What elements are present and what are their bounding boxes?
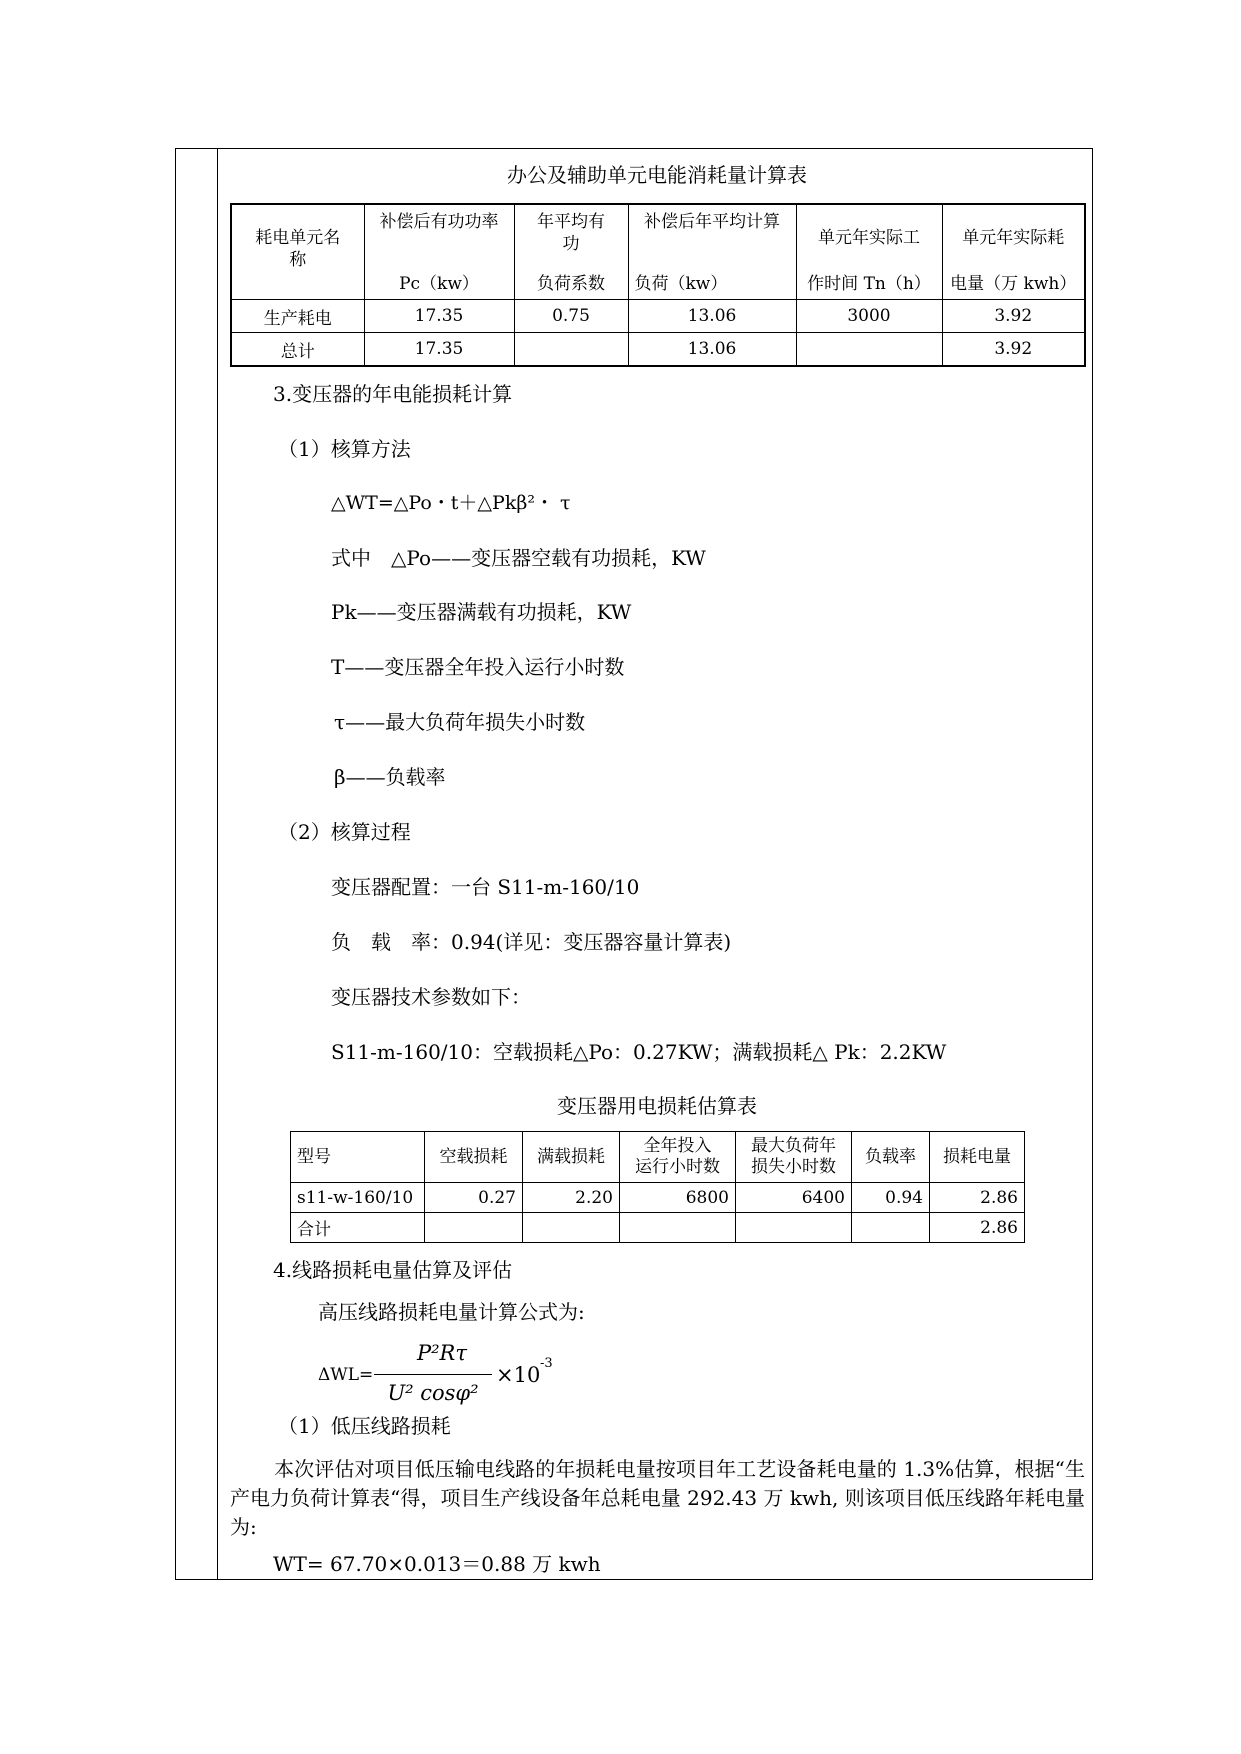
table1-header-cell: 补偿后年平均计算 负荷（kw）: [628, 204, 796, 300]
table2-header-cell: 满载损耗: [523, 1132, 620, 1183]
table-cell: 2.86: [930, 1183, 1025, 1213]
table2-header-cell: 空载损耗: [425, 1132, 523, 1183]
table-cell: 生产耗电: [231, 300, 364, 333]
low-voltage-paragraph: 本次评估对项目低压输电线路的年损耗电量按项目年工艺设备耗电量的 1.3%估算，根据“生产电力负荷计算表“得，项目生产线设备年总耗电量 292.43 万 kwh, 则该项目低压线路年耗电量为:: [230, 1457, 1085, 1539]
low-voltage-heading: （1）低压线路损耗: [278, 1414, 451, 1438]
table-cell: [796, 333, 942, 367]
table2-header-cell: 型号: [291, 1132, 425, 1183]
table1-header-cell: 年平均有功 负荷系数: [514, 204, 628, 300]
formula-t: T——变压器全年投入运行小时数: [331, 655, 625, 679]
formula-pk: Pk——变压器满载有功损耗，KW: [331, 600, 632, 624]
transformer-loss-table: [290, 1131, 1025, 1243]
table1-header-cell: 单元年实际工 作时间 Tn（h）: [796, 204, 942, 300]
low-voltage-result: WT= 67.70×0.013＝0.88 万 kwh: [273, 1552, 601, 1576]
process-heading: （2）核算过程: [278, 820, 411, 844]
transformer-config: 变压器配置：一台 S11-m-160/10: [331, 875, 640, 899]
table2-header-cell: 损耗电量: [930, 1132, 1025, 1183]
table-cell: 17.35: [364, 333, 514, 367]
table-cell: 13.06: [628, 300, 796, 333]
table-cell: 2.20: [523, 1183, 620, 1213]
table-cell: [425, 1213, 523, 1243]
formula-exponent: -3: [540, 1356, 553, 1371]
line-loss-formula: [318, 1338, 578, 1414]
table-cell: s11-w-160/10: [291, 1183, 425, 1213]
table-cell: 6400: [736, 1183, 852, 1213]
table1-header-cell: 单元年实际耗 电量（万 kwh）: [942, 204, 1085, 300]
transformer-params: S11-m-160/10：空载损耗△Po：0.27KW；满载损耗△ Pk：2.2KW: [331, 1040, 947, 1064]
formula-lhs: ΔWL=: [318, 1365, 374, 1385]
table-cell: 2.86: [930, 1213, 1025, 1243]
fraction-bar: [374, 1374, 492, 1375]
method-heading: （1）核算方法: [278, 437, 411, 461]
load-rate: 负 载 率：0.94(详见：变压器容量计算表): [331, 930, 732, 954]
table-cell: [620, 1213, 736, 1243]
formula-denominator: U² cosφ²: [387, 1381, 479, 1405]
table-cell: 总计: [231, 333, 364, 367]
table1-header-cell: 补偿后有功功率 Pc（kw）: [364, 204, 514, 300]
table-cell: [852, 1213, 930, 1243]
section3-heading: 3.变压器的年电能损耗计算: [273, 382, 513, 406]
formula-beta: β——负载率: [334, 765, 446, 789]
table2-header-row: [291, 1132, 1025, 1183]
table-row: [291, 1183, 1025, 1213]
energy-consumption-table: [230, 203, 1086, 367]
table-cell: 0.27: [425, 1183, 523, 1213]
table1-header-cell: 耗电单元名称: [231, 204, 364, 300]
table1-title: 办公及辅助单元电能消耗量计算表: [507, 163, 807, 187]
table-cell: 0.75: [514, 300, 628, 333]
loss-formula: △WT=△Po・t＋△Pkβ²・ τ: [331, 492, 571, 514]
table-cell: 13.06: [628, 333, 796, 367]
table-cell: 6800: [620, 1183, 736, 1213]
formula-numerator: P²Rτ: [417, 1341, 467, 1365]
high-voltage-intro: 高压线路损耗电量计算公式为:: [318, 1300, 585, 1324]
table-row: [231, 333, 1085, 367]
table-cell: 3.92: [942, 333, 1085, 367]
formula-where: 式中 △Po——变压器空载有功损耗，KW: [331, 546, 706, 570]
formula-tau: τ——最大负荷年损失小时数: [334, 710, 586, 734]
table-cell: 合计: [291, 1213, 425, 1243]
table2-header-cell: 全年投入 运行小时数: [620, 1132, 736, 1183]
table-cell: 0.94: [852, 1183, 930, 1213]
table2-header-cell: 负载率: [852, 1132, 930, 1183]
table-cell: [736, 1213, 852, 1243]
formula-multiplier: ×10: [496, 1363, 541, 1387]
table-cell: 3.92: [942, 300, 1085, 333]
params-intro: 变压器技术参数如下：: [331, 985, 531, 1009]
table-row: [291, 1213, 1025, 1243]
table-cell: [514, 333, 628, 367]
table2-header-cell: 最大负荷年 损失小时数: [736, 1132, 852, 1183]
table-row: [231, 300, 1085, 333]
table1-header-row: [231, 204, 1085, 300]
table-cell: [523, 1213, 620, 1243]
table-cell: 17.35: [364, 300, 514, 333]
table-cell: 3000: [796, 300, 942, 333]
section4-heading: 4.线路损耗电量估算及评估: [273, 1258, 513, 1282]
frame-divider: [217, 148, 218, 1580]
table2-title: 变压器用电损耗估算表: [557, 1094, 757, 1118]
